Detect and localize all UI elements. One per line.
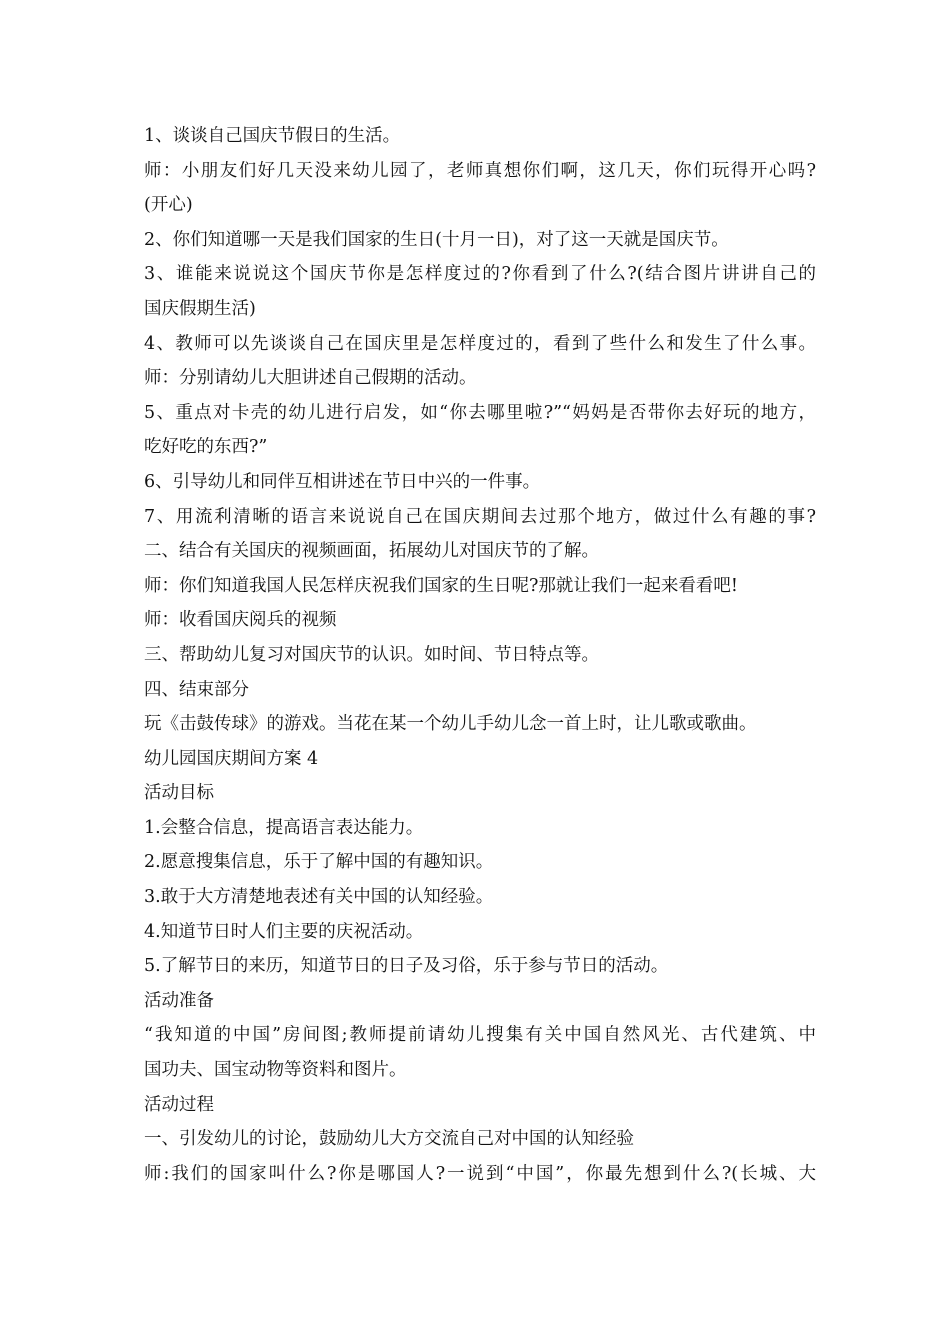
text-line-3: (开心) — [144, 195, 193, 216]
text-line-10: 吃好吃的东西?” — [144, 437, 268, 458]
plan-title: 幼儿园国庆期间方案 4 — [144, 748, 319, 769]
text-line-31: 师:我们的国家叫什么?你是哪国人?一说到“中国”，你最先想到什么?(长城、大 — [144, 1163, 816, 1184]
text-line-7: 4、教师可以先谈谈自己在国庆里是怎样度过的，看到了些什么和发生了什么事。 — [144, 333, 816, 354]
section-heading: 一、引发幼儿的讨论，鼓励幼儿大方交流自己对中国的认知经验 — [144, 1129, 634, 1150]
section-heading: 活动准备 — [144, 990, 214, 1011]
text-line-2: 师：小朋友们好几天没来幼儿园了，老师真想你们啊，这几天，你们玩得开心吗? — [144, 160, 816, 181]
text-line-6: 国庆假期生活) — [144, 298, 256, 319]
section-heading: 三、帮助幼儿复习对国庆节的认识。如时间、节日特点等。 — [144, 644, 599, 665]
section-heading: 活动过程 — [144, 1094, 214, 1115]
text-line-28: 国功夫、国宝动物等资料和图片。 — [144, 1060, 407, 1081]
text-line-12: 7、用流利清晰的语言来说说自己在国庆期间去过那个地方，做过什么有趣的事? — [144, 506, 816, 527]
section-heading: 活动目标 — [144, 783, 214, 804]
goal-item: 5.了解节日的来历，知道节日的日子及习俗，乐于参与节日的活动。 — [144, 956, 669, 977]
document-body — [144, 119, 816, 1191]
text-line-11: 6、引导幼儿和同伴互相讲述在节日中兴的一件事。 — [144, 471, 541, 492]
section-heading: 二、结合有关国庆的视频画面，拓展幼儿对国庆节的了解。 — [144, 541, 599, 562]
text-line-18: 玩《击鼓传球》的游戏。当花在某一个幼儿手幼儿念一首上时，让儿歌或歌曲。 — [144, 714, 757, 735]
section-heading: 四、结束部分 — [144, 679, 249, 700]
text-line-8: 师：分别请幼儿大胆讲述自己假期的活动。 — [144, 368, 477, 389]
goal-item: 1.会整合信息，提高语言表达能力。 — [144, 817, 424, 838]
text-line-27: “我知道的中国”房间图;教师提前请幼儿搜集有关中国自然风光、古代建筑、中 — [144, 1025, 816, 1046]
goal-item: 2.愿意搜集信息，乐于了解中国的有趣知识。 — [144, 852, 494, 873]
text-line-15: 师：收看国庆阅兵的视频 — [144, 610, 337, 631]
text-line-14: 师：你们知道我国人民怎样庆祝我们国家的生日呢?那就让我们一起来看看吧! — [144, 575, 738, 596]
goal-item: 4.知道节日时人们主要的庆祝活动。 — [144, 921, 424, 942]
text-line-5: 3、谁能来说说这个国庆节你是怎样度过的?你看到了什么?(结合图片讲讲自己的 — [144, 264, 816, 285]
text-line-4: 2、你们知道哪一天是我们国家的生日(十月一日)，对了这一天就是国庆节。 — [144, 229, 729, 250]
goal-item: 3.敢于大方清楚地表述有关中国的认知经验。 — [144, 887, 494, 908]
text-line-1: 1、谈谈自己国庆节假日的生活。 — [144, 126, 401, 146]
text-line-9: 5、重点对卡壳的幼儿进行启发，如“你去哪里啦?”“妈妈是否带你去好玩的地方， — [144, 402, 816, 423]
